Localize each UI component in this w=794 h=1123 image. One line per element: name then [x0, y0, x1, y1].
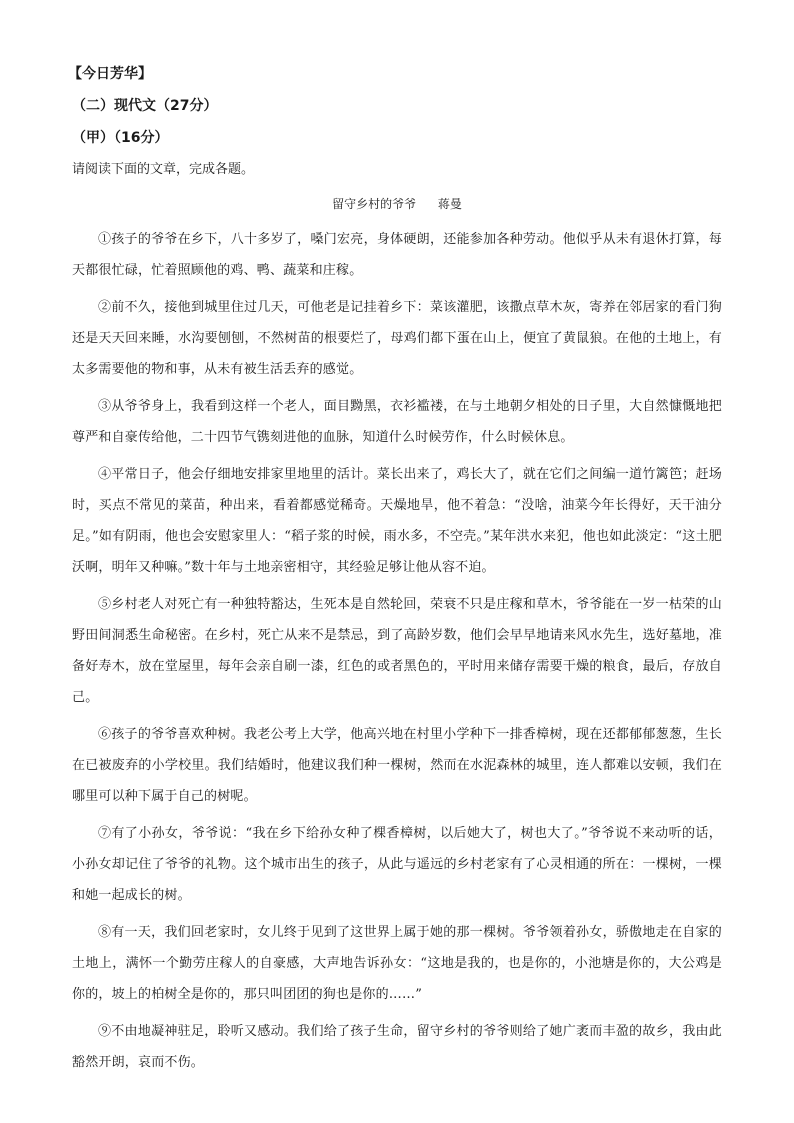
instruction-text: 请阅读下面的文章，完成各题。: [72, 162, 255, 177]
paragraph-6: ⑥孩子的爷爷喜欢种树。我老公考上大学，他高兴地在村里小学种下一排香樟树，现在还都郁郁葱葱，生长在已被废弃的小学校里。我们结婚时，他建议我们种一棵树，然而在水泥森林的城里，连人都难以安顿，我们在哪里可以种下属于自己的树呢。: [72, 727, 722, 804]
paragraph-8: ⑧有一天，我们回老家时，女儿终于见到了这世界上属于她的那一棵树。爷爷领着孙女，骄傲地走在自家的土地上，满怀一个勤劳庄稼人的自豪感，大声地告诉孙女：“这地是我的，也是你的，小池塘是你的，大公鸡是你的，坡上的柏树全是你的，那只叫团团的狗也是你的……”: [72, 925, 722, 1002]
paragraph-4: ④平常日子，他会仔细地安排家里地里的活计。菜长出来了，鸡长大了，就在它们之间编一道竹篱笆；赶场时，买点不常见的菜苗，种出来，看着都感觉稀奇。天燥地旱，他不着急：“没啥，油菜今年长得好，天干油分足。”如有阴雨，他也会安慰家里人：“稻子浆的时候，雨水多，不空壳。”某年洪水来犯，他也如此淡定：“这土肥沃啊，明年又种嘛。”数十年与土地亲密相守，其经验足够让他从容不迫。: [72, 467, 722, 575]
section-label: 【今日芳华】: [68, 66, 152, 82]
document-page: [68, 64, 722, 1084]
paragraph-5: ⑤乡村老人对死亡有一种独特豁达，生死本是自然轮回，荣衰不只是庄稼和草木，爷爷能在一岁一枯荣的山野田间洞悉生命秘密。在乡村，死亡从来不是禁忌，到了高龄岁数，他们会早早地请来风水先生，选好墓地，准备好寿木，放在堂屋里，每年会亲自刷一漆，红色的或者黑色的，平时用来储存需要干燥的粮食，最后，存放自己。: [72, 597, 722, 705]
paragraph-1: ①孩子的爷爷在乡下，八十多岁了，嗓门宏亮，身体硬朗，还能参加各种劳动。他似乎从未有退休打算，每天都很忙碌，忙着照顾他的鸡、鸭、蔬菜和庄稼。: [72, 232, 722, 278]
paragraph-3: ③从爷爷身上，我看到这样一个老人，面目黝黑，衣衫褴褛，在与土地朝夕相处的日子里，大自然慷慨地把尊严和自豪传给他，二十四节气镌刻进他的血脉，知道什么时候劳作，什么时候休息。: [72, 399, 722, 445]
article-title-line: [72, 194, 722, 214]
article-title: 留守乡村的爷爷: [332, 197, 417, 211]
paragraph-2: ②前不久，接他到城里住过几天，可他老是记挂着乡下：菜该灌肥，该撒点草木灰，寄养在邻居家的看门狗还是天天回来睡，水沟要刨刨，不然树苗的根要烂了，母鸡们都下蛋在山上，便宜了黄鼠狼。在他的土地上，有太多需要他的物和事，从未有被生活丢弃的感觉。: [72, 300, 722, 377]
article-body: [72, 224, 722, 1078]
sub-heading: （甲）（16分）: [72, 130, 169, 146]
part-heading: （二）现代文（27分）: [72, 98, 218, 114]
article-author: 蒋曼: [437, 197, 462, 211]
paragraph-7: ⑦有了小孙女，爷爷说：“我在乡下给孙女种了棵香樟树，以后她大了，树也大了。”爷爷说不来动听的话，小孙女却记住了爷爷的礼物。这个城市出生的孩子，从此与遥远的乡村老家有了心灵相通的所在：一棵树，一棵和她一起成长的树。: [72, 826, 722, 903]
paragraph-9: ⑨不由地凝神驻足，聆听又感动。我们给了孩子生命，留守乡村的爷爷则给了她广袤而丰盈的故乡，我由此豁然开朗，哀而不伤。: [72, 1024, 722, 1070]
